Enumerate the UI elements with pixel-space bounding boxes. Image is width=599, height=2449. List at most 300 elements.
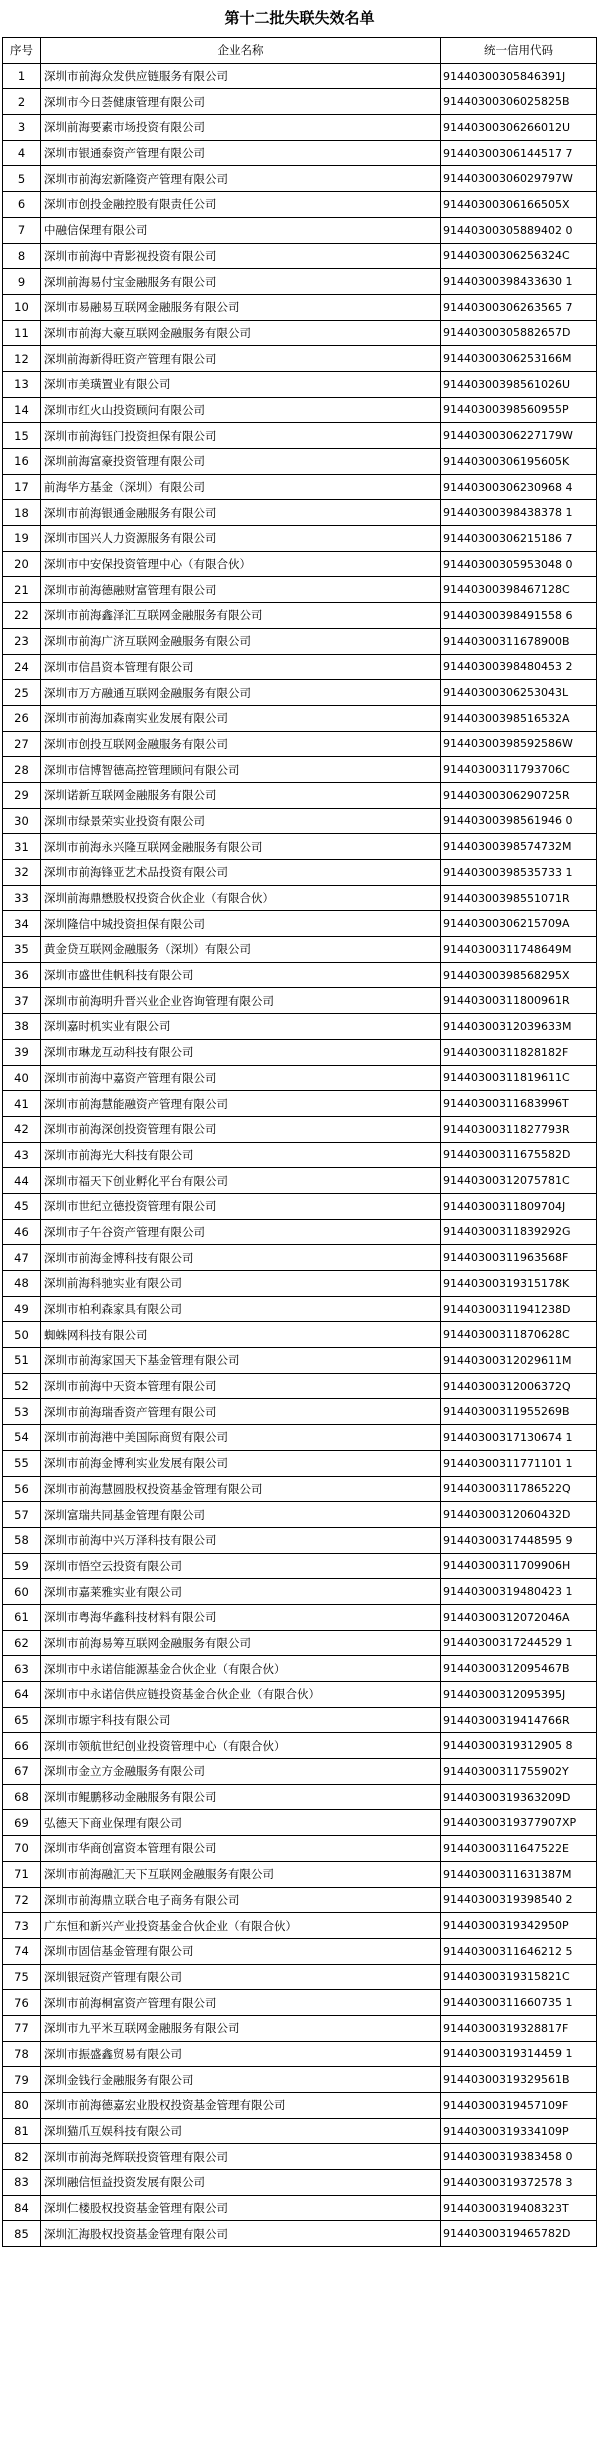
table-row xyxy=(3,1784,597,1810)
row-index: 18 xyxy=(3,500,41,526)
credit-code: 91440300398561946 0 xyxy=(441,808,597,834)
table-row xyxy=(3,2067,597,2093)
table-row xyxy=(3,834,597,860)
company-name: 深圳市前海加森南实业发展有限公司 xyxy=(41,705,441,731)
table-row xyxy=(3,2221,597,2247)
company-name: 深圳市信昌资本管理有限公司 xyxy=(41,654,441,680)
company-name: 深圳市前海融汇天下互联网金融服务有限公司 xyxy=(41,1861,441,1887)
row-index: 36 xyxy=(3,962,41,988)
table-row xyxy=(3,1527,597,1553)
row-index: 17 xyxy=(3,474,41,500)
row-index: 63 xyxy=(3,1656,41,1682)
row-index: 50 xyxy=(3,1322,41,1348)
company-name: 深圳市前海中兴万泽科技有限公司 xyxy=(41,1527,441,1553)
row-index: 64 xyxy=(3,1682,41,1708)
credit-code: 91440300319315178K xyxy=(441,1271,597,1297)
table-row xyxy=(3,526,597,552)
table-row xyxy=(3,371,597,397)
row-index: 34 xyxy=(3,911,41,937)
table-row xyxy=(3,1810,597,1836)
credit-code: 91440300319377907XP xyxy=(441,1810,597,1836)
row-index: 60 xyxy=(3,1579,41,1605)
row-index: 41 xyxy=(3,1091,41,1117)
credit-code: 91440300311678900B xyxy=(441,628,597,654)
table-row xyxy=(3,1322,597,1348)
credit-code: 91440300306166505X xyxy=(441,192,597,218)
row-index: 78 xyxy=(3,2041,41,2067)
row-index: 22 xyxy=(3,603,41,629)
row-index: 4 xyxy=(3,140,41,166)
table-row xyxy=(3,346,597,372)
table-row xyxy=(3,1348,597,1374)
row-index: 47 xyxy=(3,1245,41,1271)
table-row xyxy=(3,294,597,320)
credit-code: 91440300319315821C xyxy=(441,1964,597,1990)
table-row xyxy=(3,1964,597,1990)
row-index: 37 xyxy=(3,988,41,1014)
credit-code: 91440300319314459 1 xyxy=(441,2041,597,2067)
company-name: 前海华方基金（深圳）有限公司 xyxy=(41,474,441,500)
credit-code: 91440300312075781C xyxy=(441,1168,597,1194)
company-name: 深圳市今日荟健康管理有限公司 xyxy=(41,89,441,115)
credit-code: 91440300312095395J xyxy=(441,1682,597,1708)
company-name: 深圳市嘉莱雅实业有限公司 xyxy=(41,1579,441,1605)
credit-code: 91440300319383458 0 xyxy=(441,2144,597,2170)
table-row xyxy=(3,1296,597,1322)
row-index: 44 xyxy=(3,1168,41,1194)
credit-code: 91440300306256324C xyxy=(441,243,597,269)
row-index: 27 xyxy=(3,731,41,757)
company-name: 深圳市创投互联网金融服务有限公司 xyxy=(41,731,441,757)
credit-code: 91440300319414766R xyxy=(441,1707,597,1733)
row-index: 67 xyxy=(3,1759,41,1785)
row-index: 85 xyxy=(3,2221,41,2247)
row-index: 58 xyxy=(3,1527,41,1553)
credit-code: 91440300311800961R xyxy=(441,988,597,1014)
table-header-row xyxy=(3,38,597,64)
company-name: 深圳前海鼎懋股权投资合伙企业（有限合伙） xyxy=(41,885,441,911)
credit-code: 91440300398480453 2 xyxy=(441,654,597,680)
company-name: 深圳市前海中嘉资产管理有限公司 xyxy=(41,1065,441,1091)
row-index: 49 xyxy=(3,1296,41,1322)
company-name: 深圳诺新互联网金融服务有限公司 xyxy=(41,782,441,808)
company-name: 深圳市前海宏新隆资产管理有限公司 xyxy=(41,166,441,192)
credit-code: 91440300312060432D xyxy=(441,1502,597,1528)
row-index: 70 xyxy=(3,1836,41,1862)
table-row xyxy=(3,1245,597,1271)
table-row xyxy=(3,397,597,423)
company-name: 黄金贷互联网金融服务（深圳）有限公司 xyxy=(41,937,441,963)
company-name: 深圳前海富豪投资管理有限公司 xyxy=(41,449,441,475)
row-index: 2 xyxy=(3,89,41,115)
company-name: 深圳市易融易互联网金融服务有限公司 xyxy=(41,294,441,320)
company-name: 深圳市粤海华鑫科技材料有限公司 xyxy=(41,1604,441,1630)
credit-code: 91440300311827793R xyxy=(441,1116,597,1142)
credit-code: 91440300311839292G xyxy=(441,1219,597,1245)
company-name: 深圳市固信基金管理有限公司 xyxy=(41,1938,441,1964)
row-index: 38 xyxy=(3,1014,41,1040)
table-row xyxy=(3,449,597,475)
credit-code: 91440300311646212 5 xyxy=(441,1938,597,1964)
table-row xyxy=(3,1656,597,1682)
row-index: 32 xyxy=(3,860,41,886)
table-row xyxy=(3,140,597,166)
company-name: 深圳市前海锋亚艺术品投资有限公司 xyxy=(41,860,441,886)
company-name: 深圳嘉时机实业有限公司 xyxy=(41,1014,441,1040)
company-name: 深圳市前海钰门投资担保有限公司 xyxy=(41,423,441,449)
row-index: 83 xyxy=(3,2170,41,2196)
table-row xyxy=(3,89,597,115)
credit-code: 91440300398491558 6 xyxy=(441,603,597,629)
company-name: 深圳市前海金博科技有限公司 xyxy=(41,1245,441,1271)
row-index: 21 xyxy=(3,577,41,603)
row-index: 26 xyxy=(3,705,41,731)
credit-code: 91440300311647522E xyxy=(441,1836,597,1862)
table-row xyxy=(3,1682,597,1708)
company-name: 深圳市福天下创业孵化平台有限公司 xyxy=(41,1168,441,1194)
company-name: 深圳前海要素市场投资有限公司 xyxy=(41,115,441,141)
row-index: 40 xyxy=(3,1065,41,1091)
row-index: 7 xyxy=(3,217,41,243)
table-row xyxy=(3,1630,597,1656)
company-name: 深圳市前海鑫泽汇互联网金融服务有限公司 xyxy=(41,603,441,629)
table-row xyxy=(3,937,597,963)
row-index: 28 xyxy=(3,757,41,783)
credit-code: 91440300319342950P xyxy=(441,1913,597,1939)
table-row xyxy=(3,320,597,346)
table-row xyxy=(3,63,597,89)
company-name: 深圳市子午谷资产管理有限公司 xyxy=(41,1219,441,1245)
row-index: 61 xyxy=(3,1604,41,1630)
credit-code: 91440300312095467B xyxy=(441,1656,597,1682)
row-index: 80 xyxy=(3,2093,41,2119)
credit-code: 91440300319329561B xyxy=(441,2067,597,2093)
table-row xyxy=(3,911,597,937)
table-row xyxy=(3,1193,597,1219)
table-row xyxy=(3,1219,597,1245)
credit-code: 91440300306195605K xyxy=(441,449,597,475)
credit-code: 91440300311793706C xyxy=(441,757,597,783)
table-row xyxy=(3,2195,597,2221)
company-name: 深圳市前海慧能融资产管理有限公司 xyxy=(41,1091,441,1117)
company-name: 蜘蛛网科技有限公司 xyxy=(41,1322,441,1348)
row-index: 15 xyxy=(3,423,41,449)
company-name: 深圳市前海德嘉宏业股权投资基金管理有限公司 xyxy=(41,2093,441,2119)
row-index: 39 xyxy=(3,1039,41,1065)
row-index: 54 xyxy=(3,1425,41,1451)
table-row xyxy=(3,243,597,269)
row-index: 53 xyxy=(3,1399,41,1425)
row-index: 35 xyxy=(3,937,41,963)
credit-code: 91440300306253043L xyxy=(441,680,597,706)
row-index: 79 xyxy=(3,2067,41,2093)
row-index: 57 xyxy=(3,1502,41,1528)
row-index: 82 xyxy=(3,2144,41,2170)
row-index: 29 xyxy=(3,782,41,808)
credit-code: 91440300398438378 1 xyxy=(441,500,597,526)
company-name: 深圳市振盛鑫贸易有限公司 xyxy=(41,2041,441,2067)
credit-code: 91440300311675582D xyxy=(441,1142,597,1168)
company-name: 深圳市万方融通互联网金融服务有限公司 xyxy=(41,680,441,706)
credit-code: 91440300306025825B xyxy=(441,89,597,115)
credit-code: 91440300306215709A xyxy=(441,911,597,937)
company-name: 深圳前海新得旺资产管理有限公司 xyxy=(41,346,441,372)
company-name: 深圳市美璜置业有限公司 xyxy=(41,371,441,397)
company-name: 深圳金钱行金融服务有限公司 xyxy=(41,2067,441,2093)
company-name: 深圳市前海德融财富管理有限公司 xyxy=(41,577,441,603)
company-name: 深圳市前海光大科技有限公司 xyxy=(41,1142,441,1168)
table-row xyxy=(3,731,597,757)
row-index: 9 xyxy=(3,269,41,295)
credit-code: 91440300311955269B xyxy=(441,1399,597,1425)
row-index: 16 xyxy=(3,449,41,475)
table-row xyxy=(3,166,597,192)
table-row xyxy=(3,1039,597,1065)
row-index: 72 xyxy=(3,1887,41,1913)
credit-code: 91440300317448595 9 xyxy=(441,1527,597,1553)
credit-code: 91440300311941238D xyxy=(441,1296,597,1322)
table-row xyxy=(3,1116,597,1142)
table-row xyxy=(3,860,597,886)
credit-code: 91440300319457109F xyxy=(441,2093,597,2119)
table-row xyxy=(3,654,597,680)
row-index: 24 xyxy=(3,654,41,680)
row-index: 62 xyxy=(3,1630,41,1656)
credit-code: 91440300398560955P xyxy=(441,397,597,423)
company-name: 深圳市领航世纪创业投资管理中心（有限合伙） xyxy=(41,1733,441,1759)
row-index: 12 xyxy=(3,346,41,372)
credit-code: 91440300317130674 1 xyxy=(441,1425,597,1451)
credit-code: 91440300319465782D xyxy=(441,2221,597,2247)
table-row xyxy=(3,1014,597,1040)
row-index: 20 xyxy=(3,551,41,577)
row-index: 42 xyxy=(3,1116,41,1142)
row-index: 6 xyxy=(3,192,41,218)
row-index: 56 xyxy=(3,1476,41,1502)
company-name: 深圳市前海尧辉联投资管理有限公司 xyxy=(41,2144,441,2170)
credit-code: 91440300319328817F xyxy=(441,2015,597,2041)
header-index: 序号 xyxy=(3,38,41,64)
company-name: 深圳市世纪立德投资管理有限公司 xyxy=(41,1193,441,1219)
table-row xyxy=(3,1168,597,1194)
row-index: 81 xyxy=(3,2118,41,2144)
credit-code: 91440300311660735 1 xyxy=(441,1990,597,2016)
row-index: 30 xyxy=(3,808,41,834)
table-row xyxy=(3,1142,597,1168)
row-index: 8 xyxy=(3,243,41,269)
credit-code: 91440300311786522Q xyxy=(441,1476,597,1502)
company-name: 深圳猫爪互娱科技有限公司 xyxy=(41,2118,441,2144)
table-row xyxy=(3,1065,597,1091)
credit-code: 91440300311809704J xyxy=(441,1193,597,1219)
row-index: 52 xyxy=(3,1373,41,1399)
row-index: 43 xyxy=(3,1142,41,1168)
company-name: 深圳市前海金博利实业发展有限公司 xyxy=(41,1450,441,1476)
company-name: 深圳市前海桐富资产管理有限公司 xyxy=(41,1990,441,2016)
table-row xyxy=(3,628,597,654)
credit-code: 91440300306230968 4 xyxy=(441,474,597,500)
row-index: 76 xyxy=(3,1990,41,2016)
table-row xyxy=(3,269,597,295)
company-name: 深圳市柏利森家具有限公司 xyxy=(41,1296,441,1322)
header-credit-code: 统一信用代码 xyxy=(441,38,597,64)
row-index: 84 xyxy=(3,2195,41,2221)
company-name: 深圳融信恒益投资发展有限公司 xyxy=(41,2170,441,2196)
table-row xyxy=(3,962,597,988)
credit-code: 91440300398467128C xyxy=(441,577,597,603)
credit-code: 91440300398574732M xyxy=(441,834,597,860)
table-row xyxy=(3,1502,597,1528)
company-name: 深圳市中安保投资管理中心（有限合伙） xyxy=(41,551,441,577)
credit-code: 91440300311683996T xyxy=(441,1091,597,1117)
row-index: 51 xyxy=(3,1348,41,1374)
company-name: 深圳市金立方金融服务有限公司 xyxy=(41,1759,441,1785)
table-row xyxy=(3,2170,597,2196)
credit-code: 91440300311963568F xyxy=(441,1245,597,1271)
company-name: 深圳市前海中天资本管理有限公司 xyxy=(41,1373,441,1399)
row-index: 68 xyxy=(3,1784,41,1810)
company-name: 深圳市中永诺信能源基金合伙企业（有限合伙） xyxy=(41,1656,441,1682)
table-row xyxy=(3,808,597,834)
table-row xyxy=(3,1861,597,1887)
company-name: 深圳银冠资产管理有限公司 xyxy=(41,1964,441,1990)
credit-code: 91440300319480423 1 xyxy=(441,1579,597,1605)
row-index: 75 xyxy=(3,1964,41,1990)
company-name: 深圳市前海鼎立联合电子商务有限公司 xyxy=(41,1887,441,1913)
row-index: 77 xyxy=(3,2015,41,2041)
table-row xyxy=(3,1579,597,1605)
table-row xyxy=(3,1553,597,1579)
table-row xyxy=(3,705,597,731)
company-name: 深圳市前海大豪互联网金融服务有限公司 xyxy=(41,320,441,346)
company-name: 深圳市中永诺信供应链投资基金合伙企业（有限合伙） xyxy=(41,1682,441,1708)
row-index: 10 xyxy=(3,294,41,320)
credit-code: 91440300312006372Q xyxy=(441,1373,597,1399)
table-row xyxy=(3,1759,597,1785)
row-index: 13 xyxy=(3,371,41,397)
credit-code: 91440300398551071R xyxy=(441,885,597,911)
credit-code: 91440300398433630 1 xyxy=(441,269,597,295)
table-row xyxy=(3,1373,597,1399)
company-name: 深圳市塬宇科技有限公司 xyxy=(41,1707,441,1733)
company-name: 弘德天下商业保理有限公司 xyxy=(41,1810,441,1836)
table-row xyxy=(3,2041,597,2067)
company-name: 深圳市前海永兴隆互联网金融服务有限公司 xyxy=(41,834,441,860)
table-row xyxy=(3,474,597,500)
table-row xyxy=(3,1707,597,1733)
table-row xyxy=(3,2144,597,2170)
table-row xyxy=(3,1271,597,1297)
table-row xyxy=(3,1604,597,1630)
credit-code: 91440300319408323T xyxy=(441,2195,597,2221)
row-index: 1 xyxy=(3,63,41,89)
row-index: 11 xyxy=(3,320,41,346)
table-row xyxy=(3,1476,597,1502)
credit-code: 91440300319312905 8 xyxy=(441,1733,597,1759)
row-index: 66 xyxy=(3,1733,41,1759)
table-row xyxy=(3,1091,597,1117)
header-company-name: 企业名称 xyxy=(41,38,441,64)
credit-code: 91440300311755902Y xyxy=(441,1759,597,1785)
table-row xyxy=(3,1733,597,1759)
company-name: 深圳汇海股权投资基金管理有限公司 xyxy=(41,2221,441,2247)
company-name: 深圳市鲲鹏移动金融服务有限公司 xyxy=(41,1784,441,1810)
row-index: 23 xyxy=(3,628,41,654)
credit-code: 91440300312039633M xyxy=(441,1014,597,1040)
table-row xyxy=(3,1887,597,1913)
credit-code: 91440300319372578 3 xyxy=(441,2170,597,2196)
company-name: 深圳市前海瑞香资产管理有限公司 xyxy=(41,1399,441,1425)
credit-code: 91440300398516532A xyxy=(441,705,597,731)
table-row xyxy=(3,500,597,526)
credit-code: 91440300311748649M xyxy=(441,937,597,963)
credit-code: 91440300398592586W xyxy=(441,731,597,757)
row-index: 48 xyxy=(3,1271,41,1297)
table-row xyxy=(3,782,597,808)
company-list-table xyxy=(2,37,597,2247)
row-index: 69 xyxy=(3,1810,41,1836)
credit-code: 91440300311709906H xyxy=(441,1553,597,1579)
company-name: 深圳市信博智德高控管理顾问有限公司 xyxy=(41,757,441,783)
row-index: 73 xyxy=(3,1913,41,1939)
row-index: 74 xyxy=(3,1938,41,1964)
credit-code: 91440300398568295X xyxy=(441,962,597,988)
table-row xyxy=(3,115,597,141)
table-row xyxy=(3,1913,597,1939)
page-title: 第十二批失联失效名单 xyxy=(224,9,375,27)
table-row xyxy=(3,885,597,911)
credit-code: 91440300311828182F xyxy=(441,1039,597,1065)
credit-code: 91440300306029797W xyxy=(441,166,597,192)
company-name: 深圳市华商创富资本管理有限公司 xyxy=(41,1836,441,1862)
company-name: 深圳市前海明升晋兴业企业咨询管理有限公司 xyxy=(41,988,441,1014)
table-row xyxy=(3,757,597,783)
credit-code: 91440300319334109P xyxy=(441,2118,597,2144)
table-row xyxy=(3,1450,597,1476)
credit-code: 91440300311819611C xyxy=(441,1065,597,1091)
credit-code: 91440300317244529 1 xyxy=(441,1630,597,1656)
credit-code: 91440300305953048 0 xyxy=(441,551,597,577)
company-name: 深圳市九平米互联网金融服务有限公司 xyxy=(41,2015,441,2041)
company-name: 深圳市前海广济互联网金融服务有限公司 xyxy=(41,628,441,654)
row-index: 5 xyxy=(3,166,41,192)
table-row xyxy=(3,2118,597,2144)
table-row xyxy=(3,1938,597,1964)
table-row xyxy=(3,603,597,629)
table-row xyxy=(3,1425,597,1451)
company-name: 广东恒和新兴产业投资基金合伙企业（有限合伙） xyxy=(41,1913,441,1939)
credit-code: 91440300306290725R xyxy=(441,782,597,808)
company-name: 深圳市国兴人力资源服务有限公司 xyxy=(41,526,441,552)
table-row xyxy=(3,577,597,603)
row-index: 19 xyxy=(3,526,41,552)
table-row xyxy=(3,551,597,577)
credit-code: 91440300306144517 7 xyxy=(441,140,597,166)
company-name: 深圳市盛世佳帆科技有限公司 xyxy=(41,962,441,988)
credit-code: 91440300398561026U xyxy=(441,371,597,397)
company-name: 深圳市银通泰资产管理有限公司 xyxy=(41,140,441,166)
row-index: 31 xyxy=(3,834,41,860)
company-name: 深圳市前海家国天下基金管理有限公司 xyxy=(41,1348,441,1374)
table-row xyxy=(3,217,597,243)
company-name: 深圳市前海港中美国际商贸有限公司 xyxy=(41,1425,441,1451)
table-row xyxy=(3,2093,597,2119)
company-name: 深圳市创投金融控股有限责任公司 xyxy=(41,192,441,218)
row-index: 59 xyxy=(3,1553,41,1579)
credit-code: 91440300306227179W xyxy=(441,423,597,449)
company-name: 深圳市前海银通金融服务有限公司 xyxy=(41,500,441,526)
table-row xyxy=(3,192,597,218)
